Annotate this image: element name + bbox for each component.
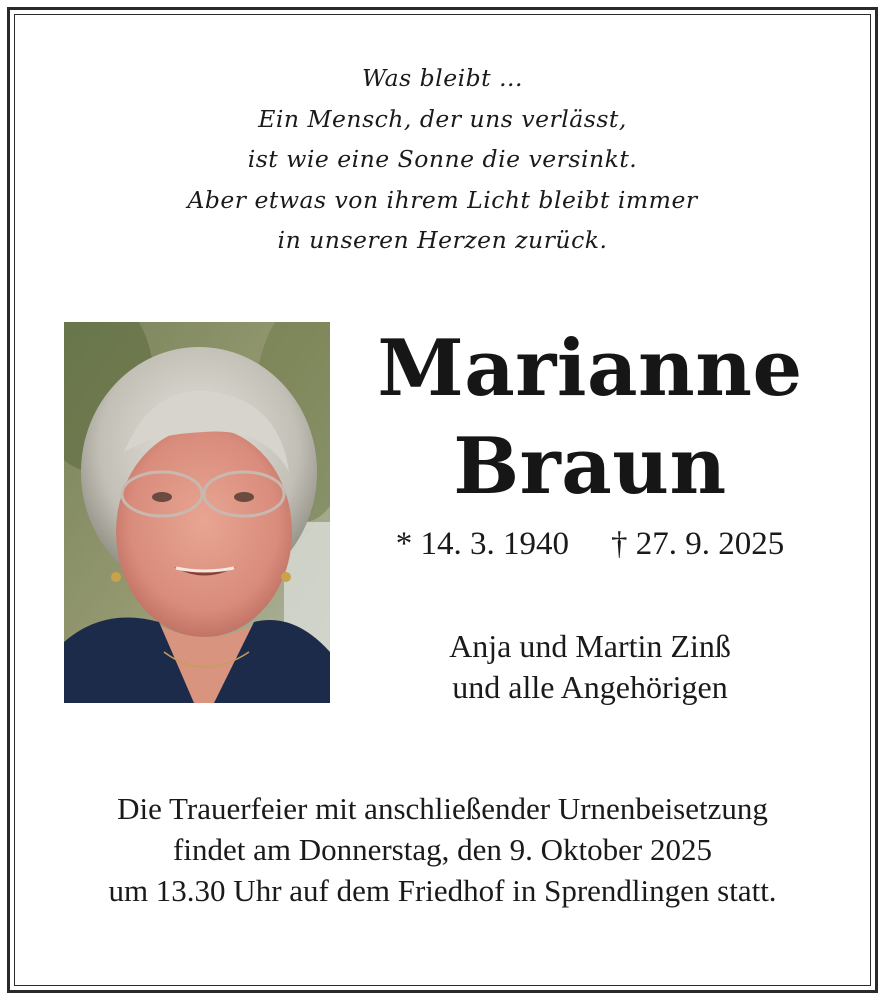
poem-line: Was bleibt ... bbox=[361, 64, 523, 92]
mourner-line: Anja und Martin Zinß bbox=[449, 628, 731, 664]
notice-line: Die Trauerfeier mit anschließender Urnenbeisetzung bbox=[117, 791, 768, 826]
mourners bbox=[350, 626, 830, 708]
memorial-poem bbox=[0, 58, 885, 261]
death-date: † 27. 9. 2025 bbox=[611, 526, 785, 562]
poem-line: Aber etwas von ihrem Licht bleibt immer bbox=[187, 185, 698, 214]
notice-line: findet am Donnerstag, den 9. Oktober 2025 bbox=[173, 832, 712, 867]
birth-date: * 14. 3. 1940 bbox=[395, 526, 569, 562]
funeral-notice bbox=[0, 788, 885, 911]
poem-line: Ein Mensch, der uns verlässt, bbox=[258, 104, 627, 133]
notice-line: um 13.30 Uhr auf dem Friedhof in Sprendlingen statt. bbox=[108, 873, 777, 908]
first-name: Marianne bbox=[377, 323, 803, 414]
poem-line: in unseren Herzen zurück. bbox=[277, 226, 608, 254]
last-name: Braun bbox=[453, 421, 727, 512]
mourner-line: und alle Angehörigen bbox=[452, 669, 728, 705]
poem-line: ist wie eine Sonne die versinkt. bbox=[247, 145, 638, 173]
portrait-photo bbox=[64, 322, 330, 703]
life-dates bbox=[350, 526, 830, 563]
